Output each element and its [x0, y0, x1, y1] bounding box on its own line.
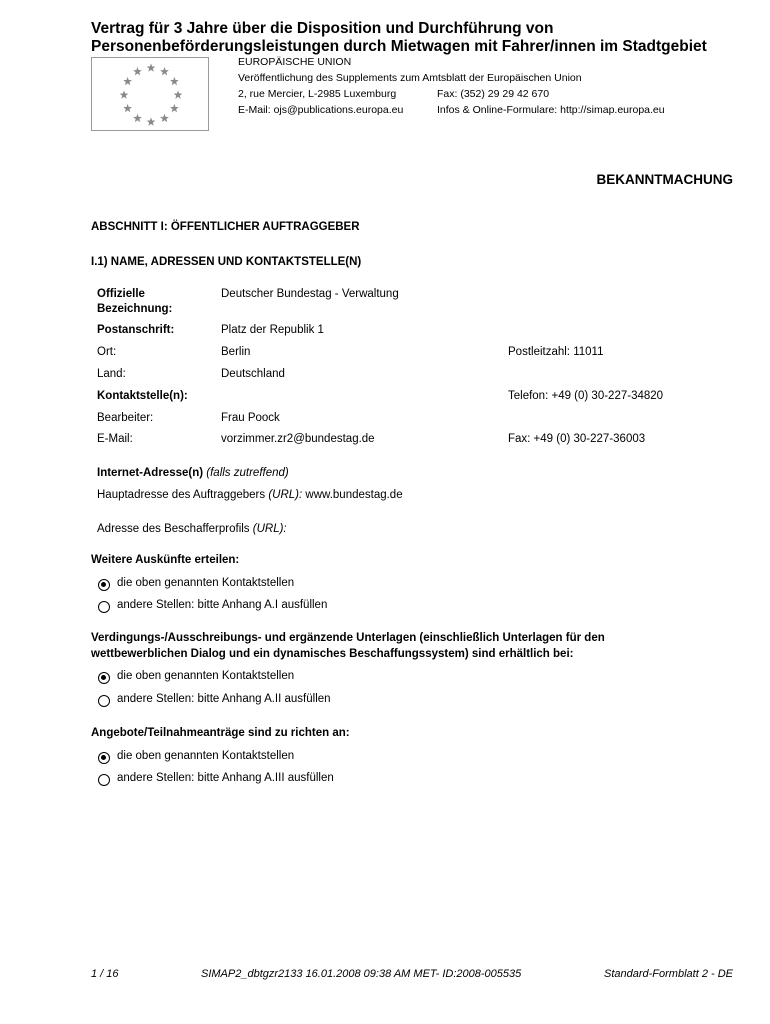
handler-label: Bearbeiter: [97, 412, 154, 424]
eu-star-icon [123, 77, 132, 85]
page-heading: BEKANNTMACHUNG [596, 172, 733, 187]
info-option-1: die oben genannten Kontaktstellen [117, 577, 295, 589]
section-title: ABSCHNITT I: ÖFFENTLICHER AUFTRAGGEBER [91, 221, 360, 233]
eu-star-icon [133, 67, 142, 75]
docs-radio-2[interactable] [98, 695, 110, 707]
buyer-profile-url-hint: (URL): [252, 523, 287, 535]
eu-email: E-Mail: ojs@publications.europa.eu [238, 104, 404, 116]
main-address-url-hint: (URL): [268, 489, 303, 501]
eu-flag-icon [91, 57, 209, 131]
eu-star-icon [174, 90, 183, 98]
eu-star-icon [123, 104, 132, 112]
info-title: Weitere Auskünfte erteilen: [91, 554, 240, 566]
main-address-line [97, 489, 403, 501]
offers-title: Angebote/Teilnahmeanträge sind zu richten an: [91, 727, 350, 739]
fax: Fax: +49 (0) 30-227-36003 [508, 433, 646, 445]
internet-heading [97, 467, 289, 479]
country-value: Deutschland [221, 368, 285, 380]
footer-document-id: SIMAP2_dbtgzr2133 16.01.2008 09:38 AM MET- ID:2008-005535 [201, 968, 522, 980]
postcode: Postleitzahl: 11011 [508, 346, 604, 358]
eu-star-icon [133, 114, 142, 122]
phone: Telefon: +49 (0) 30-227-34820 [508, 390, 664, 402]
postal-value: Platz der Republik 1 [221, 324, 324, 336]
info-option-2: andere Stellen: bitte Anhang A.I ausfüllen [117, 599, 328, 611]
eu-infos: Infos & Online-Formulare: http://simap.europa.eu [437, 104, 665, 116]
offers-radio-2[interactable] [98, 774, 110, 786]
eu-star-icon [160, 67, 169, 75]
document-title-line-2: Personenbeförderungsleistungen durch Mietwagen mit Fahrer/innen im Stadtgebiet [91, 38, 707, 55]
handler-value: Frau Poock [221, 412, 280, 424]
eu-star-icon [147, 63, 156, 71]
eu-star-icon [170, 77, 179, 85]
offers-option-2: andere Stellen: bitte Anhang A.III ausfüllen [117, 772, 334, 784]
internet-label: Internet-Adresse(n) [97, 467, 204, 479]
docs-title-1: Verdingungs-/Ausschreibungs- und ergänzende Unterlagen (einschließlich Unterlagen für den [91, 632, 605, 644]
docs-radio-1[interactable] [98, 672, 110, 684]
docs-title-2: wettbewerblichen Dialog und ein dynamisches Beschaffungssystem) sind erhältlich bei: [91, 648, 574, 660]
main-address-url: www.bundestag.de [305, 489, 403, 501]
buyer-profile-label: Adresse des Beschafferprofils [97, 523, 250, 535]
eu-header-line-2: Veröffentlichung des Supplements zum Amtsblatt der Europäischen Union [238, 72, 582, 84]
contact-label: Kontaktstelle(n): [97, 390, 188, 402]
eu-star-icon [120, 90, 129, 98]
country-label: Land: [97, 368, 126, 380]
buyer-profile-line [97, 523, 287, 535]
official-name-label-1: Offizielle [97, 288, 145, 300]
internet-note: (falls zutreffend) [206, 467, 289, 479]
postal-label: Postanschrift: [97, 324, 175, 336]
eu-header-line-1: EUROPÄISCHE UNION [238, 56, 352, 68]
eu-star-icon [160, 114, 169, 122]
info-radio-2[interactable] [98, 601, 110, 613]
eu-star-icon [170, 104, 179, 112]
eu-star-icon [147, 117, 156, 125]
email-value: vorzimmer.zr2@bundestag.de [221, 433, 375, 445]
eu-fax: Fax: (352) 29 29 42 670 [437, 88, 550, 100]
docs-option-1: die oben genannten Kontaktstellen [117, 670, 295, 682]
city-label: Ort: [97, 346, 117, 358]
footer-form-name: Standard-Formblatt 2 - DE [604, 968, 733, 980]
offers-option-1: die oben genannten Kontaktstellen [117, 750, 295, 762]
official-name-value: Deutscher Bundestag - Verwaltung [221, 288, 399, 300]
subsection-title: I.1) NAME, ADRESSEN UND KONTAKTSTELLE(N) [91, 256, 362, 268]
info-radio-1[interactable] [98, 579, 110, 591]
footer-page-number: 1 / 16 [91, 968, 119, 980]
main-address-label: Hauptadresse des Auftraggebers [97, 489, 266, 501]
docs-option-2: andere Stellen: bitte Anhang A.II ausfüllen [117, 693, 331, 705]
eu-address: 2, rue Mercier, L-2985 Luxemburg [238, 88, 397, 100]
offers-radio-1[interactable] [98, 752, 110, 764]
official-name-label-2: Bezeichnung: [97, 303, 173, 315]
email-label: E-Mail: [97, 433, 133, 445]
document-title-line-1: Vertrag für 3 Jahre über die Disposition und Durchführung von [91, 20, 554, 37]
city-value: Berlin [221, 346, 251, 358]
